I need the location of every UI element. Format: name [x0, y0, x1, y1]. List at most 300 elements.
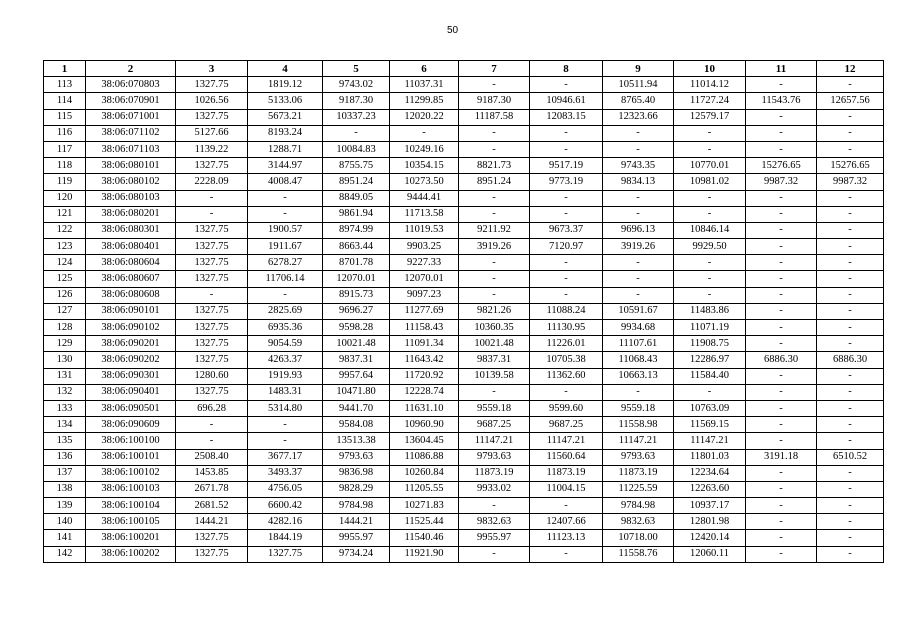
table-cell: 8951.24 — [459, 174, 530, 190]
table-cell: 114 — [44, 93, 86, 109]
table-cell: 10960.90 — [390, 417, 459, 433]
column-header: 10 — [674, 61, 746, 77]
table-cell: 12060.11 — [674, 546, 746, 562]
table-cell: 11558.76 — [603, 546, 674, 562]
table-cell: - — [459, 546, 530, 562]
table-cell: - — [746, 190, 817, 206]
table-cell: - — [248, 206, 323, 222]
table-cell: 38:06:071103 — [86, 141, 176, 157]
table-row — [44, 417, 884, 433]
table-cell: 8193.24 — [248, 125, 323, 141]
table-cell: - — [603, 206, 674, 222]
table-cell: - — [817, 271, 884, 287]
table-cell: 8951.24 — [323, 174, 390, 190]
table-cell: 10273.50 — [390, 174, 459, 190]
table-cell: - — [817, 417, 884, 433]
table-row — [44, 287, 884, 303]
table-cell: 9734.24 — [323, 546, 390, 562]
table-cell: 1327.75 — [176, 158, 248, 174]
table-cell: - — [530, 206, 603, 222]
table-cell: - — [746, 465, 817, 481]
column-header: 3 — [176, 61, 248, 77]
table-cell: 1327.75 — [176, 352, 248, 368]
table-cell: 12579.17 — [674, 109, 746, 125]
table-cell: 7120.97 — [530, 239, 603, 255]
table-cell: 9559.18 — [603, 400, 674, 416]
column-header: 6 — [390, 61, 459, 77]
table-cell: 11147.21 — [530, 433, 603, 449]
table-cell: 11019.53 — [390, 222, 459, 238]
table-cell: 132 — [44, 384, 86, 400]
table-cell: 129 — [44, 336, 86, 352]
table-cell: 11037.31 — [390, 77, 459, 93]
table-cell: 11226.01 — [530, 336, 603, 352]
table-cell: - — [746, 530, 817, 546]
table-cell: 12657.56 — [817, 93, 884, 109]
table-cell: 11727.24 — [674, 93, 746, 109]
column-header: 12 — [817, 61, 884, 77]
table-row — [44, 77, 884, 93]
column-header: 4 — [248, 61, 323, 77]
table-cell: 10846.14 — [674, 222, 746, 238]
table-cell: 139 — [44, 498, 86, 514]
table-cell: 9227.33 — [390, 255, 459, 271]
table-cell: 10763.09 — [674, 400, 746, 416]
table-cell: - — [459, 287, 530, 303]
table-cell: 11908.75 — [674, 336, 746, 352]
table-cell: 9934.68 — [603, 320, 674, 336]
table-cell: 15276.65 — [817, 158, 884, 174]
table-cell: 11540.46 — [390, 530, 459, 546]
table-cell: 6600.42 — [248, 498, 323, 514]
table-cell: 6886.30 — [746, 352, 817, 368]
table-cell: 113 — [44, 77, 86, 93]
table-cell: 9828.29 — [323, 481, 390, 497]
table-cell: 11706.14 — [248, 271, 323, 287]
table-cell: 11921.90 — [390, 546, 459, 562]
table-cell: 8765.40 — [603, 93, 674, 109]
table-cell: - — [817, 384, 884, 400]
table-cell: 4008.47 — [248, 174, 323, 190]
table-cell: 135 — [44, 433, 86, 449]
table-cell: - — [603, 255, 674, 271]
table-cell: - — [817, 206, 884, 222]
table-cell: - — [530, 190, 603, 206]
table-cell: 38:06:090101 — [86, 303, 176, 319]
table-cell: - — [323, 125, 390, 141]
table-cell: 38:06:090501 — [86, 400, 176, 416]
table-cell: 8755.75 — [323, 158, 390, 174]
table-cell: 9211.92 — [459, 222, 530, 238]
table-row — [44, 141, 884, 157]
table-cell: 6886.30 — [817, 352, 884, 368]
table-cell: 1026.56 — [176, 93, 248, 109]
table-cell: 12070.01 — [323, 271, 390, 287]
table-cell: 11004.15 — [530, 481, 603, 497]
table-cell: 9793.63 — [323, 449, 390, 465]
table-cell: 38:06:100100 — [86, 433, 176, 449]
table-cell: 10354.15 — [390, 158, 459, 174]
table-cell: 9955.97 — [323, 530, 390, 546]
table-cell: - — [176, 287, 248, 303]
table-cell: 9903.25 — [390, 239, 459, 255]
table-cell: 1327.75 — [176, 77, 248, 93]
table-cell: 9743.35 — [603, 158, 674, 174]
table-cell: - — [746, 271, 817, 287]
table-cell: - — [530, 271, 603, 287]
table-row — [44, 481, 884, 497]
table-cell: - — [746, 239, 817, 255]
table-row — [44, 449, 884, 465]
table-cell: 11086.88 — [390, 449, 459, 465]
table-cell: 11147.21 — [674, 433, 746, 449]
table-cell: - — [817, 498, 884, 514]
table-cell: 15276.65 — [746, 158, 817, 174]
table-cell: 38:06:090609 — [86, 417, 176, 433]
table-cell: - — [746, 384, 817, 400]
table-cell: 9933.02 — [459, 481, 530, 497]
table-cell: 1327.75 — [176, 546, 248, 562]
table-cell: 11130.95 — [530, 320, 603, 336]
table-cell: 3919.26 — [603, 239, 674, 255]
table-cell: 3191.18 — [746, 449, 817, 465]
table-cell: 38:06:100101 — [86, 449, 176, 465]
table-cell: 130 — [44, 352, 86, 368]
table-cell: - — [248, 190, 323, 206]
table-cell: 8974.99 — [323, 222, 390, 238]
table-cell: 11147.21 — [459, 433, 530, 449]
table-cell: 5133.06 — [248, 93, 323, 109]
table-cell: 11205.55 — [390, 481, 459, 497]
table-body — [44, 77, 884, 563]
table-cell: 10360.35 — [459, 320, 530, 336]
table-cell: 9834.13 — [603, 174, 674, 190]
table-cell: - — [817, 190, 884, 206]
table-cell: - — [176, 417, 248, 433]
table-cell: 9987.32 — [817, 174, 884, 190]
table-cell: - — [530, 141, 603, 157]
table-cell: 11643.42 — [390, 352, 459, 368]
table-cell: - — [817, 514, 884, 530]
table-cell: 9444.41 — [390, 190, 459, 206]
table-cell: 124 — [44, 255, 86, 271]
table-cell: 9832.63 — [603, 514, 674, 530]
table-cell: 38:06:080201 — [86, 206, 176, 222]
table-row — [44, 384, 884, 400]
table-cell: - — [746, 125, 817, 141]
table-cell: 10084.83 — [323, 141, 390, 157]
table-cell: 11158.43 — [390, 320, 459, 336]
table-cell: 38:06:080101 — [86, 158, 176, 174]
table-cell: - — [459, 190, 530, 206]
table-cell: 1819.12 — [248, 77, 323, 93]
table-cell: 11873.19 — [603, 465, 674, 481]
table-cell: 137 — [44, 465, 86, 481]
table-cell: 10937.17 — [674, 498, 746, 514]
table-cell: - — [459, 498, 530, 514]
table-cell: 1327.75 — [176, 320, 248, 336]
table-cell: 140 — [44, 514, 86, 530]
table-cell: 11225.59 — [603, 481, 674, 497]
table-cell: 116 — [44, 125, 86, 141]
table-cell: 9784.98 — [323, 498, 390, 514]
column-header: 8 — [530, 61, 603, 77]
table-cell: - — [746, 481, 817, 497]
table-cell: 1327.75 — [176, 530, 248, 546]
table-row — [44, 433, 884, 449]
table-cell: 12070.01 — [390, 271, 459, 287]
table-cell: 3493.37 — [248, 465, 323, 481]
table-cell: 38:06:090202 — [86, 352, 176, 368]
table-cell: 11147.21 — [603, 433, 674, 449]
table-cell: 1327.75 — [176, 303, 248, 319]
table-cell: 9054.59 — [248, 336, 323, 352]
column-header: 1 — [44, 61, 86, 77]
table-cell: - — [248, 433, 323, 449]
table-cell: 38:06:080608 — [86, 287, 176, 303]
table-cell: 13513.38 — [323, 433, 390, 449]
table-cell: 8701.78 — [323, 255, 390, 271]
table-cell: - — [459, 77, 530, 93]
table-cell: 9836.98 — [323, 465, 390, 481]
table-row — [44, 222, 884, 238]
table-cell: - — [746, 303, 817, 319]
table-cell: - — [817, 465, 884, 481]
table-cell: 128 — [44, 320, 86, 336]
table-cell: 1919.93 — [248, 368, 323, 384]
table-cell: 11873.19 — [530, 465, 603, 481]
table-cell: - — [817, 368, 884, 384]
column-header: 7 — [459, 61, 530, 77]
table-row — [44, 352, 884, 368]
table-cell: 10946.61 — [530, 93, 603, 109]
table-cell: - — [674, 125, 746, 141]
table-cell: 12420.14 — [674, 530, 746, 546]
table-cell: 11277.69 — [390, 303, 459, 319]
table-cell: 10770.01 — [674, 158, 746, 174]
table-cell: - — [248, 287, 323, 303]
table-cell: 10249.16 — [390, 141, 459, 157]
table-cell: - — [176, 190, 248, 206]
table-cell: 11362.60 — [530, 368, 603, 384]
table-cell: 10271.83 — [390, 498, 459, 514]
table-row — [44, 530, 884, 546]
table-cell: 10981.02 — [674, 174, 746, 190]
table-cell: - — [459, 255, 530, 271]
table-cell: - — [746, 255, 817, 271]
table-cell: 10021.48 — [323, 336, 390, 352]
table-cell: - — [390, 125, 459, 141]
table-cell: - — [674, 190, 746, 206]
table-cell: - — [459, 206, 530, 222]
table-cell: 1327.75 — [176, 222, 248, 238]
table-cell: 11071.19 — [674, 320, 746, 336]
table-cell: - — [746, 498, 817, 514]
table-cell: - — [530, 498, 603, 514]
table-row — [44, 400, 884, 416]
table-cell: 4282.16 — [248, 514, 323, 530]
table-cell: 11873.19 — [459, 465, 530, 481]
table-cell: - — [459, 271, 530, 287]
table-cell: - — [817, 222, 884, 238]
table-cell: - — [817, 255, 884, 271]
table-cell: - — [817, 400, 884, 416]
table-cell: 11091.34 — [390, 336, 459, 352]
table-cell: 9696.27 — [323, 303, 390, 319]
table-cell: - — [459, 125, 530, 141]
table-cell: - — [746, 206, 817, 222]
table-cell: - — [530, 287, 603, 303]
table-cell: 2508.40 — [176, 449, 248, 465]
table-cell: - — [603, 271, 674, 287]
table-row — [44, 158, 884, 174]
table-cell: 1844.19 — [248, 530, 323, 546]
table-cell: 12020.22 — [390, 109, 459, 125]
table-cell: 123 — [44, 239, 86, 255]
table-cell: 38:06:071001 — [86, 109, 176, 125]
table-cell: 38:06:100202 — [86, 546, 176, 562]
table-cell: 12286.97 — [674, 352, 746, 368]
table-cell: - — [817, 303, 884, 319]
table-cell: - — [530, 384, 603, 400]
table-cell: 9821.26 — [459, 303, 530, 319]
table-cell: - — [817, 77, 884, 93]
table-cell: - — [674, 287, 746, 303]
table-cell: 11187.58 — [459, 109, 530, 125]
table-cell: 12801.98 — [674, 514, 746, 530]
table-cell: 9187.30 — [459, 93, 530, 109]
table-cell: 115 — [44, 109, 86, 125]
table-cell: - — [530, 125, 603, 141]
table-cell: 9097.23 — [390, 287, 459, 303]
table-cell: - — [746, 400, 817, 416]
table-cell: 1444.21 — [323, 514, 390, 530]
table-row — [44, 336, 884, 352]
table-cell: - — [674, 271, 746, 287]
table-cell: - — [746, 222, 817, 238]
table-cell: 9559.18 — [459, 400, 530, 416]
table-cell: 9584.08 — [323, 417, 390, 433]
table-row — [44, 303, 884, 319]
table-cell: 38:06:080401 — [86, 239, 176, 255]
table-row — [44, 190, 884, 206]
table-row — [44, 546, 884, 562]
table-cell: 9837.31 — [323, 352, 390, 368]
table-cell: 9793.63 — [603, 449, 674, 465]
table-cell: 119 — [44, 174, 86, 190]
table-cell: 1327.75 — [176, 271, 248, 287]
table-cell: - — [176, 433, 248, 449]
table-cell: 10591.67 — [603, 303, 674, 319]
table-cell: 9598.28 — [323, 320, 390, 336]
table-cell: - — [603, 287, 674, 303]
table-cell: 1327.75 — [176, 255, 248, 271]
table-cell: - — [674, 141, 746, 157]
table-cell: 10260.84 — [390, 465, 459, 481]
table-cell: - — [459, 141, 530, 157]
table-cell: 9687.25 — [459, 417, 530, 433]
table-cell: 4756.05 — [248, 481, 323, 497]
table-cell: 11483.86 — [674, 303, 746, 319]
table-cell: 11560.64 — [530, 449, 603, 465]
table-cell: - — [746, 336, 817, 352]
table-row — [44, 255, 884, 271]
header-row — [44, 61, 884, 77]
table-cell: 134 — [44, 417, 86, 433]
table-cell: 11558.98 — [603, 417, 674, 433]
table-cell: 10471.80 — [323, 384, 390, 400]
table-cell: - — [817, 433, 884, 449]
table-cell: 8821.73 — [459, 158, 530, 174]
table-cell: 9955.97 — [459, 530, 530, 546]
table-cell: 2681.52 — [176, 498, 248, 514]
table-cell: 38:06:080604 — [86, 255, 176, 271]
table-cell: 38:06:071102 — [86, 125, 176, 141]
table-cell: 38:06:090102 — [86, 320, 176, 336]
table-cell: - — [248, 417, 323, 433]
table-cell: 12407.66 — [530, 514, 603, 530]
table-cell: - — [746, 514, 817, 530]
table-cell: 11720.92 — [390, 368, 459, 384]
table-cell: 126 — [44, 287, 86, 303]
table-cell: - — [746, 77, 817, 93]
table-cell: - — [603, 384, 674, 400]
table-cell: 11801.03 — [674, 449, 746, 465]
table-cell: - — [603, 190, 674, 206]
table-cell: 11088.24 — [530, 303, 603, 319]
table-cell: 136 — [44, 449, 86, 465]
table-cell: 11107.61 — [603, 336, 674, 352]
table-row — [44, 368, 884, 384]
table-cell: 12234.64 — [674, 465, 746, 481]
table-row — [44, 125, 884, 141]
table-cell: 9861.94 — [323, 206, 390, 222]
table-cell: 8663.44 — [323, 239, 390, 255]
table-cell: - — [674, 384, 746, 400]
table-cell: 1327.75 — [176, 239, 248, 255]
table-cell: - — [746, 368, 817, 384]
table-cell: 1327.75 — [176, 336, 248, 352]
table-cell: 1483.31 — [248, 384, 323, 400]
table-cell: - — [530, 546, 603, 562]
table-cell: 6510.52 — [817, 449, 884, 465]
table-cell: - — [817, 239, 884, 255]
table-cell: 12263.60 — [674, 481, 746, 497]
table-cell: - — [817, 125, 884, 141]
table-cell: - — [603, 141, 674, 157]
table-cell: - — [530, 77, 603, 93]
table-cell: 11068.43 — [603, 352, 674, 368]
table-cell: - — [176, 206, 248, 222]
table-cell: 1327.75 — [176, 384, 248, 400]
table-cell: 38:06:100103 — [86, 481, 176, 497]
table-cell: 696.28 — [176, 400, 248, 416]
table-cell: 1444.21 — [176, 514, 248, 530]
table-cell: 6935.36 — [248, 320, 323, 336]
table-cell: 127 — [44, 303, 86, 319]
table-cell: 10139.58 — [459, 368, 530, 384]
table-cell: 9441.70 — [323, 400, 390, 416]
table-cell: 9673.37 — [530, 222, 603, 238]
table-cell: 142 — [44, 546, 86, 562]
table-row — [44, 93, 884, 109]
table-row — [44, 109, 884, 125]
table-cell: 1280.60 — [176, 368, 248, 384]
table-cell: 5314.80 — [248, 400, 323, 416]
table-cell: 118 — [44, 158, 86, 174]
table-cell: 10705.38 — [530, 352, 603, 368]
table-row — [44, 271, 884, 287]
